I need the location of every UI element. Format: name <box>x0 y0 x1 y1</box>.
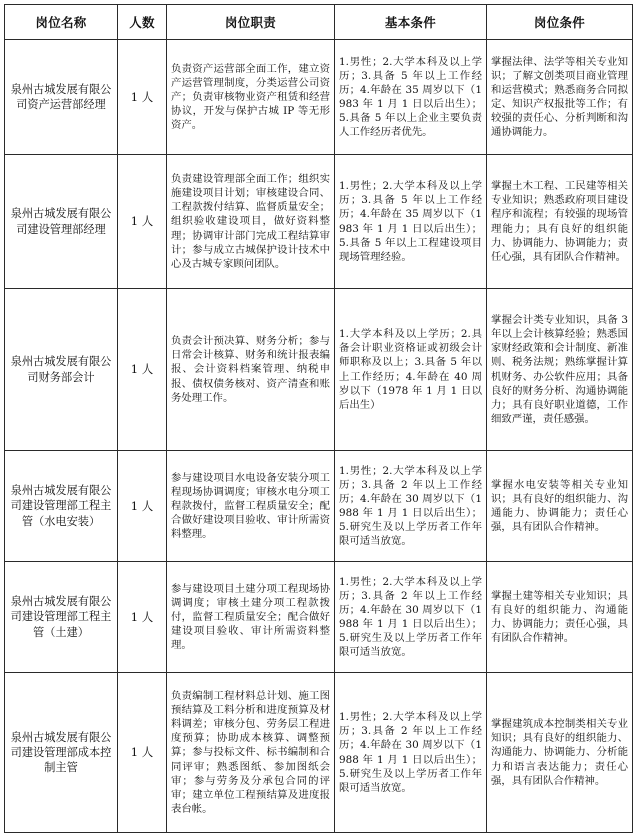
position-name: 泉州古城发展有限公司建设管理部工程主管（土建） <box>5 562 118 673</box>
headcount: 1 人 <box>118 451 167 562</box>
header-headcount: 人数 <box>118 5 167 40</box>
header-duties: 岗位职责 <box>167 5 335 40</box>
job-positions-table <box>4 4 633 833</box>
basic-requirements: 1.男性；2.大学本科及以上学历；3.具备 5 年以上工作经历；4.年龄在 35 周岁以下（1983 年 1 月 1 日以后出生）；5.具备 5 年以上企业主要负责人工作经历者优先。 <box>335 40 487 155</box>
position-duties: 参与建设项目土建分项工程现场协调调度；审核土建分项工程款拨付，监督工程质量安全；配合做好建设项目验收、审计所需资料整理。 <box>167 562 335 673</box>
basic-requirements: 1.男性；2.大学本科及以上学历；3.具备 2 年以上工作经历；4.年龄在 30 周岁以下（1988 年 1 月 1 日以后出生）；5.研究生及以上学历者工作年限可适当放宽。 <box>335 451 487 562</box>
headcount: 1 人 <box>118 289 167 451</box>
position-requirements: 掌握水电安装等相关专业知识；具有良好的组织能力、沟通能力、协调能力；责任心强，具有团队合作精神。 <box>487 451 633 562</box>
header-position-name: 岗位名称 <box>5 5 118 40</box>
header-row <box>5 5 633 40</box>
table-row <box>5 155 633 289</box>
headcount: 1 人 <box>118 562 167 673</box>
position-duties: 负责会计预决算、财务分析；参与日常会计核算、财务和统计报表编报、会计资料档案管理、纳税申报、债权债务核对、资产清查和账务处理工作。 <box>167 289 335 451</box>
position-requirements: 掌握法律、法学等相关专业知识；了解文创类项目商业管理和运营模式；熟悉商务合同拟定、知识产权报批等工作；有较强的责任心、分析判断和沟通协调能力。 <box>487 40 633 155</box>
table-header <box>5 5 633 40</box>
headcount: 1 人 <box>118 673 167 833</box>
table-row <box>5 673 633 833</box>
position-duties: 负责资产运营部全面工作，建立资产运营管理制度，分类运营公司资产；负责审核物业资产租赁和经营协议，开发与保护古城 IP 等无形资产。 <box>167 40 335 155</box>
header-basic-requirements: 基本条件 <box>335 5 487 40</box>
position-name: 泉州古城发展有限公司财务部会计 <box>5 289 118 451</box>
position-name: 泉州古城发展有限公司建设管理部经理 <box>5 155 118 289</box>
basic-requirements: 1.男性；2.大学本科及以上学历；3.具备 5 年以上工作经历；4.年龄在 35 周岁以下（1983 年 1 月 1 日以后出生）；5.具备 5 年以上工程建设项目现场管理经验。 <box>335 155 487 289</box>
table-body <box>5 40 633 833</box>
position-requirements: 掌握建筑成本控制类相关专业知识；具有良好的组织能力、沟通能力、协调能力、分析能力和语言表达能力；责任心强，具有团队合作精神。 <box>487 673 633 833</box>
table-row <box>5 451 633 562</box>
position-requirements: 掌握土建等相关专业知识；具有良好的组织能力、沟通能力、协调能力；责任心强，具有团队合作精神。 <box>487 562 633 673</box>
position-name: 泉州古城发展有限公司建设管理部成本控制主管 <box>5 673 118 833</box>
table-row <box>5 562 633 673</box>
job-table-container <box>4 4 633 833</box>
header-position-requirements: 岗位条件 <box>487 5 633 40</box>
table-row <box>5 289 633 451</box>
headcount: 1 人 <box>118 155 167 289</box>
table-row <box>5 40 633 155</box>
basic-requirements: 1.男性；2.大学本科及以上学历；3.具备 2 年以上工作经历；4.年龄在 30 周岁以下（1988 年 1 月 1 日以后出生）；5.研究生及以上学历者工作年限可适当放宽。 <box>335 562 487 673</box>
basic-requirements: 1.男性；2.大学本科及以上学历；3.具备 2 年以上工作经历；4.年龄在 30 周岁以下（1988 年 1 月 1 日以后出生）；5.研究生及以上学历者工作年限可适当放宽。 <box>335 673 487 833</box>
position-duties: 负责编制工程材料总计划、施工图预结算及工料分析和进度预算及材料调差；审核分包、劳务层工程进度预算；协助成本核算、调整预算；参与投标文件、标书编制和合同评审；熟悉图纸、参加图纸会审；参与劳务及分承包合同的评审；建立单位工程预结算及进度报表台帐。 <box>167 673 335 833</box>
basic-requirements: 1.大学本科及以上学历；2.具备会计职业资格证或初级会计师职称及以上；3.具备 5 年以上工作经历；4.年龄在 40 周岁以下（1978 年 1 月 1 日以后出生） <box>335 289 487 451</box>
position-requirements: 掌握会计类专业知识，具备 3 年以上会计核算经验；熟悉国家财经政策和会计制度、新准则、税务法规；熟练掌握计算机财务、办公软件应用；具备良好的财务分析、沟通协调能力；具有良好职业道德，工作细致严谨，责任感强。 <box>487 289 633 451</box>
position-duties: 参与建设项目水电设备安装分项工程现场协调调度；审核水电分项工程款拨付，监督工程质量安全；配合做好建设项目验收、审计所需资料整理。 <box>167 451 335 562</box>
position-requirements: 掌握土木工程、工民建等相关专业知识；熟悉政府项目建设程序和流程；有较强的现场管理能力；具有良好的组织能力、协调能力、协调能力；责任心强，具有团队合作精神。 <box>487 155 633 289</box>
headcount: 1 人 <box>118 40 167 155</box>
position-duties: 负责建设管理部全面工作；组织实施建设项目计划；审核建设合同、工程款拨付结算、监督质量安全；组织验收建设项目，做好资料整理；协调审计部门完成工程结算审计；参与成立古城保护设计技术中心及古城专家顾问团队。 <box>167 155 335 289</box>
position-name: 泉州古城发展有限公司建设管理部工程主管（水电安装） <box>5 451 118 562</box>
position-name: 泉州古城发展有限公司资产运营部经理 <box>5 40 118 155</box>
